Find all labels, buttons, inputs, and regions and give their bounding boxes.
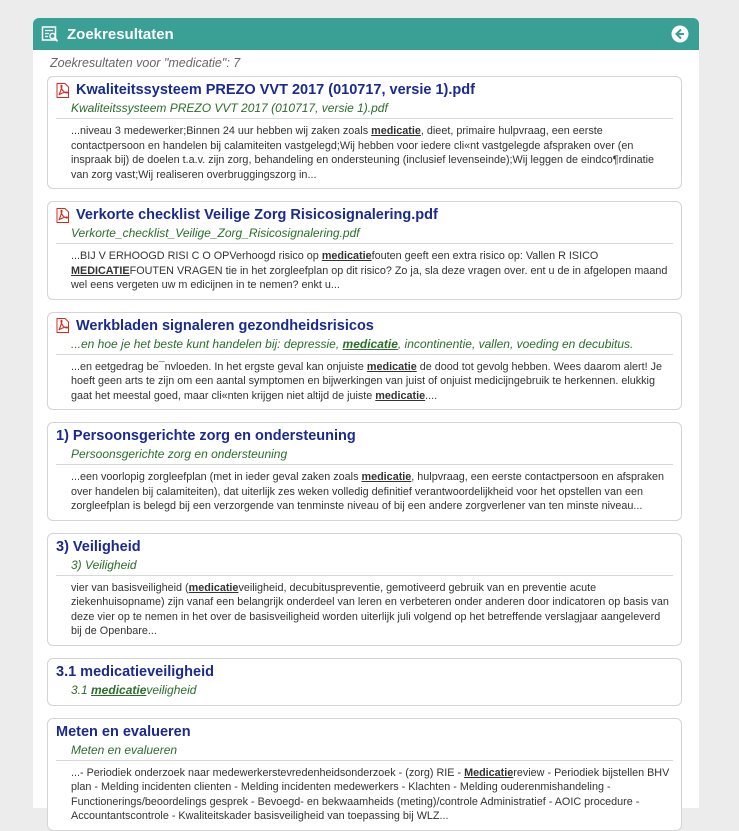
page-title: Zoekresultaten <box>67 25 174 43</box>
result-title-row[interactable] <box>56 426 673 446</box>
search-highlight: medicatie <box>91 682 147 697</box>
result-subtitle: Verkorte_checklist_Veilige_Zorg_Risicosignalering.pdf <box>56 226 673 244</box>
results-count: Zoekresultaten voor "medicatie": 7 <box>50 56 241 70</box>
result-title[interactable]: 3.1 medicatieveiligheid <box>56 663 214 680</box>
pdf-icon <box>56 318 69 333</box>
result-title[interactable]: 3) Veiligheid <box>56 538 141 555</box>
results-list <box>33 74 699 831</box>
result-title-row[interactable] <box>56 80 673 100</box>
result-card[interactable] <box>47 76 682 189</box>
result-title[interactable]: Kwaliteitssysteem PREZO VVT 2017 (010717, versie 1).pdf <box>76 82 475 98</box>
result-snippet: ...niveau 3 medewerker;Binnen 24 uur hebben wij zaken zoals medicatie, dieet, primaire hulpvraag, een eerste contactpersoon en handelen bij calamiteiten vastgelegd;Wij hebben voor iedere cli«nt vastgelegde afspraken over (en inspraak bij) de doelen t.a.v. zijn zorg, behandeling en ondersteuning (inclusief levenseinde);Wij leggen de eindco¶rdinatie van zorg vast;Wij realiseren overbruggingszorg in... <box>71 125 654 181</box>
result-subtitle: 3.1 medicatieveiligheid <box>71 682 197 697</box>
result-card[interactable] <box>47 422 682 521</box>
search-highlight: Medicatie <box>464 766 514 779</box>
result-snippet: ...en eetgedrag be¯nvloeden. In het ergste geval kan onjuiste medicatie de dood tot gevolg hebben. Wees daarom alert! Je hoeft geen arts te zijn om een aantal symptomen en bijwerkingen van juist of onjuist medicijngebruik te herkennen. elukkig gaat het meestal goed, maar cli«nten krijgen niet altijd de juiste medicatie.... <box>71 360 662 402</box>
search-highlight: medicatie <box>342 336 398 351</box>
search-results-panel <box>33 18 699 822</box>
result-title[interactable]: 1) Persoonsgerichte zorg en ondersteuning <box>56 428 356 444</box>
result-title-row[interactable] <box>56 205 673 225</box>
pdf-icon <box>56 208 69 223</box>
result-title[interactable]: Werkbladen signaleren gezondheidsrisicos <box>76 317 374 334</box>
result-title[interactable]: Meten en evalueren <box>56 723 191 740</box>
result-snippet: ...- Periodiek onderzoek naar medewerkerstevredenheidsonderzoek - (zorg) RIE - Medicatiereview - Periodiek bijstellen BHV plan - Melding incidenten clienten - Melding incidenten medewerkers - Klachten - Melding ouderenmishandeling - Functionerings/beoordelings gesprek - Bevoegd- en bekwaamheids (meting)/controle Administratief - AOIC procedure - Accountantscontrole - Kwaliteitskader basisveiligheid van toepassing bij WLZ... <box>71 766 670 822</box>
result-title-row[interactable] <box>56 316 673 336</box>
search-highlight: MEDICATIE <box>71 264 130 277</box>
result-snippet: vier van basisveiligheid (medicatieveiligheid, decubituspreventie, gemotiveerd gebruik van en preventie acute ziekenhuisopname) zijn vanaf een belangrijk onderdeel van leren en verbeteren onder anderen door indicatoren op basis van deze vier op te nemen in het over de basisveiligheid worden uiterlijk juli volgend op het betreffende verslagjaar aangeleverd bij de Openbare... <box>71 581 669 637</box>
back-arrow-icon[interactable] <box>671 25 689 43</box>
result-card[interactable] <box>47 533 682 646</box>
search-highlight: medicatie <box>366 360 417 373</box>
result-card[interactable] <box>47 718 682 831</box>
search-highlight: medicatie <box>321 250 372 262</box>
search-highlight: medicatie <box>188 581 239 594</box>
result-title-row[interactable] <box>56 662 673 682</box>
result-card[interactable] <box>47 312 682 411</box>
result-snippet: ...een voorlopig zorgleefplan (met in ieder geval zaken zoals medicatie, hulpvraag, een eerste contactpersoon en afspraken over handelen bij calamiteiten), dat uiterlijk zes weken volledig definitief verantwoordelijkheid voor het opstellen van een zorgleefplan is belegd bij een verzorgende van tenminste niveau of bij een andere zorgverlener van ten minste niveau... <box>71 471 664 512</box>
result-title-row[interactable] <box>56 537 673 557</box>
search-highlight: medicatie <box>361 471 412 483</box>
search-highlight: medicatie <box>375 389 426 402</box>
pdf-icon <box>56 83 69 98</box>
search-highlight: medicatie <box>371 125 421 137</box>
result-title-row[interactable] <box>56 722 673 742</box>
result-snippet: ...BIJ V ERHOOGD RISI C O OPVerhoogd risico op medicatiefouten geeft een extra risico op: Vallen R ISICO MEDICATIEFOUTEN VRAGEN tie in het zorgleefplan op dit risico? Zo ja, sla deze vragen over. ent u de in afgelopen maand wel eens vergeten uw m edicijnen in te nemen? enkt u... <box>71 250 668 291</box>
result-subtitle: Kwaliteitssysteem PREZO VVT 2017 (010717, versie 1).pdf <box>56 101 673 119</box>
result-card[interactable] <box>47 201 682 300</box>
result-subtitle: Meten en evalueren <box>56 743 673 761</box>
result-title[interactable]: Verkorte checklist Veilige Zorg Risicosignalering.pdf <box>76 207 438 223</box>
result-card[interactable] <box>47 658 682 706</box>
panel-header <box>33 18 699 50</box>
result-subtitle: 3) Veiligheid <box>56 558 673 576</box>
result-subtitle: ...en hoe je het beste kunt handelen bij: depressie, medicatie, incontinentie, vallen, voeding en decubitus. <box>56 337 673 355</box>
search-results-icon <box>41 25 59 43</box>
result-subtitle: Persoonsgerichte zorg en ondersteuning <box>56 447 673 465</box>
